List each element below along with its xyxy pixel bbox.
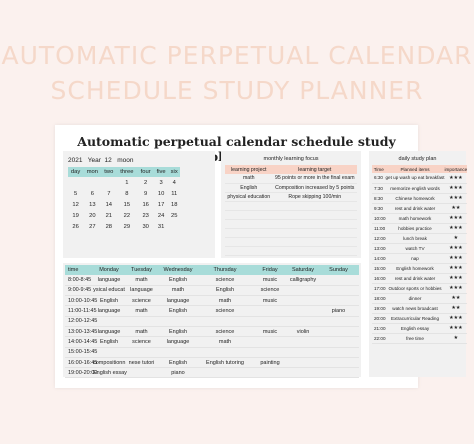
schedule-class-cell[interactable]: piano (158, 368, 198, 378)
schedule-class-cell[interactable]: science (252, 285, 288, 295)
schedule-class-cell[interactable]: painting (252, 357, 288, 367)
schedule-class-cell[interactable]: math (125, 275, 158, 285)
focus-row (225, 228, 357, 237)
daily-plan-row (372, 313, 467, 323)
year-label: Year (87, 157, 101, 164)
weekday-header: four (138, 167, 154, 177)
calendar-day-cell[interactable]: 3 (159, 179, 163, 186)
schedule-class-cell[interactable]: English (93, 296, 125, 306)
schedule-class-cell[interactable] (318, 285, 359, 295)
calendar-day-cell[interactable]: 12 (72, 201, 79, 208)
focus-row (225, 237, 357, 246)
schedule-class-cell[interactable] (198, 347, 252, 357)
daily-item-cell[interactable]: math homework (386, 213, 445, 223)
schedule-row (65, 306, 359, 316)
daily-item-cell[interactable]: rest and drink water (386, 203, 445, 213)
daily-item-cell[interactable]: English homework (386, 263, 445, 273)
calendar-day-cell[interactable]: 14 (105, 201, 113, 208)
daily-time-cell[interactable]: 7:30 (372, 183, 386, 193)
schedule-row (65, 275, 359, 285)
importance-stars[interactable]: ★★★ (445, 273, 468, 283)
daily-item-cell[interactable]: dinner (386, 293, 445, 303)
daily-item-cell[interactable]: English essay (386, 323, 445, 333)
schedule-class-cell[interactable]: calligraphy (288, 275, 318, 285)
calendar-day-cell[interactable]: 8 (125, 190, 129, 197)
calendar-day-cell[interactable]: 22 (123, 212, 131, 219)
calendar-grid (68, 167, 180, 232)
daily-plan-row (372, 283, 467, 293)
calendar-day-cell[interactable]: 9 (144, 190, 148, 197)
focus-row (225, 183, 357, 192)
schedule-col-header: Wednesday (158, 265, 198, 275)
schedule-time-cell: 19:00-20:00 (65, 368, 93, 378)
schedule-row (65, 368, 359, 378)
monthly-focus-panel (221, 151, 361, 258)
schedule-class-cell[interactable] (288, 296, 318, 306)
daily-item-cell[interactable]: memorize english words (386, 183, 445, 193)
calendar-week-row (68, 199, 180, 210)
daily-time-cell[interactable]: 16:00 (372, 273, 386, 283)
schedule-class-cell[interactable] (288, 368, 318, 378)
schedule-class-cell[interactable] (252, 306, 288, 316)
schedule-class-cell[interactable]: English (158, 306, 198, 316)
daily-time-cell[interactable]: 13:00 (372, 243, 386, 253)
calendar-day-cell[interactable] (101, 177, 116, 188)
calendar-week-row (68, 188, 180, 199)
schedule-row (65, 285, 359, 295)
schedule-class-cell[interactable]: compositionn (93, 357, 125, 367)
daily-plan-row (372, 323, 467, 333)
calendar-day-cell[interactable]: 20 (89, 212, 96, 219)
importance-stars[interactable]: ★★ (445, 203, 468, 213)
schedule-class-cell[interactable] (318, 347, 359, 357)
schedule-class-cell[interactable]: violin (288, 326, 318, 336)
hero-title-line-1: AUTOMATIC PERPETUAL CALENDAR (1, 41, 473, 70)
calendar-header (68, 157, 133, 164)
focus-project-cell[interactable] (225, 210, 273, 219)
calendar-day-cell[interactable]: 15 (123, 201, 131, 208)
calendar-day-cell[interactable]: 17 (157, 201, 165, 208)
focus-row (225, 192, 357, 201)
focus-project-cell[interactable] (225, 228, 273, 237)
daily-col-importance: importance (444, 166, 468, 172)
hero-title (0, 38, 474, 108)
calendar-week-row (68, 221, 180, 232)
calendar-day-cell[interactable]: 26 (72, 223, 79, 230)
calendar-day-cell[interactable]: 11 (171, 190, 178, 197)
focus-row (225, 174, 357, 183)
importance-stars[interactable]: ★★★ (445, 193, 468, 203)
focus-target-cell[interactable]: Composition increased by 5 points (273, 183, 357, 192)
importance-stars[interactable]: ★★ (445, 293, 468, 303)
schedule-class-cell[interactable] (252, 316, 288, 326)
calendar-day-cell[interactable]: 18 (170, 201, 178, 208)
calendar-day-cell[interactable]: 6 (90, 190, 94, 197)
schedule-class-cell[interactable] (288, 285, 318, 295)
hero-title-line-2: SCHEDULE STUDY PLANNER (50, 76, 424, 105)
daily-time-cell[interactable]: 14:00 (372, 253, 386, 263)
daily-plan-row (372, 333, 467, 343)
schedule-class-cell[interactable]: science (198, 326, 252, 336)
month-label: moon (117, 157, 134, 164)
calendar-day-cell[interactable]: 16 (142, 201, 149, 208)
focus-row (225, 219, 357, 228)
schedule-row (65, 296, 359, 306)
importance-stars[interactable]: ★★★ (445, 313, 468, 323)
schedule-class-cell[interactable] (318, 357, 359, 367)
schedule-class-cell[interactable] (198, 316, 252, 326)
weekly-schedule-table (65, 265, 359, 378)
schedule-class-cell[interactable]: math (198, 296, 252, 306)
daily-plan-row (372, 203, 467, 213)
importance-stars[interactable]: ★★★ (445, 283, 468, 293)
schedule-class-cell[interactable] (318, 368, 359, 378)
focus-project-cell[interactable]: physical education (225, 192, 273, 201)
daily-time-cell[interactable]: 21:00 (372, 323, 386, 333)
schedule-col-header: time (65, 265, 93, 275)
schedule-class-cell[interactable] (318, 275, 359, 285)
daily-item-cell[interactable]: get up wash up eat breakfast (386, 173, 445, 183)
calendar-day-cell[interactable] (83, 177, 101, 188)
schedule-time-cell: 12:00-12:45 (65, 316, 93, 326)
daily-plan-row (372, 263, 467, 273)
schedule-row (65, 357, 359, 367)
schedule-class-cell[interactable]: English (198, 285, 252, 295)
weekday-header: six (168, 167, 180, 177)
daily-time-cell[interactable]: 8:30 (372, 193, 386, 203)
importance-stars[interactable]: ★★★ (445, 213, 468, 223)
schedule-class-cell[interactable]: language (93, 275, 125, 285)
daily-plan-row (372, 173, 467, 183)
weekday-header: mon (83, 167, 101, 177)
schedule-class-cell[interactable] (288, 316, 318, 326)
focus-target-cell[interactable]: 95 points or more in the final exam (273, 174, 357, 183)
daily-col-items: Planned items (386, 165, 445, 173)
schedule-class-cell[interactable] (158, 316, 198, 326)
schedule-class-cell[interactable] (318, 316, 359, 326)
schedule-class-cell[interactable]: English (93, 337, 125, 347)
schedule-class-cell[interactable]: English (158, 326, 198, 336)
schedule-class-cell[interactable]: math (198, 337, 252, 347)
schedule-class-cell[interactable]: language (125, 285, 158, 295)
schedule-class-cell[interactable] (252, 337, 288, 347)
daily-time-cell[interactable]: 12:00 (372, 233, 386, 243)
schedule-class-cell[interactable]: science (125, 296, 158, 306)
calendar-week-row (68, 210, 180, 221)
schedule-class-cell[interactable]: science (198, 306, 252, 316)
calendar-day-cell[interactable]: 25 (170, 212, 178, 219)
focus-project-cell[interactable]: math (225, 174, 273, 183)
focus-target-cell[interactable]: Rope skipping 100/min (273, 192, 357, 201)
schedule-class-cell[interactable]: English essay (93, 368, 125, 378)
monthly-focus-heading: monthly learning focus (263, 156, 319, 162)
schedule-row (65, 326, 359, 336)
schedule-class-cell[interactable]: English (158, 357, 198, 367)
calendar-day-cell[interactable]: 24 (157, 212, 165, 219)
daily-item-cell[interactable]: Extracurricular Reading (386, 313, 445, 323)
daily-time-cell[interactable]: 9:30 (372, 203, 386, 213)
daily-time-cell[interactable]: 11:00 (372, 223, 386, 233)
focus-row (225, 210, 357, 219)
importance-stars[interactable]: ★★★ (445, 253, 468, 263)
daily-plan-panel (369, 151, 466, 377)
weekday-header: day (68, 167, 83, 177)
schedule-time-cell: 14:00-14:45 (65, 337, 93, 347)
schedule-class-cell[interactable] (318, 296, 359, 306)
focus-project-cell[interactable] (225, 246, 273, 255)
importance-stars[interactable]: ★★★ (445, 263, 468, 273)
focus-target-cell[interactable] (273, 219, 357, 228)
focus-project-cell[interactable] (225, 201, 273, 210)
year-value[interactable]: 2021 (68, 157, 83, 164)
monthly-focus-table (225, 165, 357, 256)
focus-row (225, 246, 357, 255)
daily-item-cell[interactable]: Chinese homework (386, 193, 445, 203)
schedule-class-cell[interactable] (125, 368, 158, 378)
daily-item-cell[interactable]: Outdoor sports or hobbies (386, 283, 445, 293)
focus-project-cell[interactable]: English (225, 183, 273, 192)
schedule-class-cell[interactable]: math (125, 306, 158, 316)
schedule-class-cell[interactable]: language (93, 326, 125, 336)
calendar-panel (63, 151, 215, 258)
daily-plan-row (372, 273, 467, 283)
calendar-day-cell[interactable]: 21 (105, 212, 113, 219)
schedule-col-header: Monday (93, 265, 125, 275)
importance-stars[interactable]: ★ (445, 333, 468, 343)
importance-stars[interactable]: ★ (445, 233, 468, 243)
month-value[interactable]: 12 (104, 157, 112, 164)
schedule-class-cell[interactable] (198, 368, 252, 378)
schedule-class-cell[interactable]: math (125, 326, 158, 336)
focus-target-cell[interactable] (273, 237, 357, 246)
importance-stars[interactable]: ★★★ (445, 173, 468, 183)
daily-plan-row (372, 233, 467, 243)
schedule-class-cell[interactable]: English (158, 275, 198, 285)
daily-item-cell[interactable]: watch TV (386, 243, 445, 253)
daily-plan-row (372, 193, 467, 203)
schedule-class-cell[interactable]: music (252, 326, 288, 336)
schedule-class-cell[interactable]: language (158, 337, 198, 347)
daily-item-cell[interactable]: hobbies practice (386, 223, 445, 233)
calendar-week-row (68, 177, 180, 188)
daily-time-cell[interactable]: 15:00 (372, 263, 386, 273)
calendar-day-cell[interactable]: 29 (123, 223, 131, 230)
schedule-col-header: Sunday (318, 265, 359, 275)
schedule-time-cell: 9:00-9:45 (65, 285, 93, 295)
schedule-class-cell[interactable]: language (93, 306, 125, 316)
schedule-class-cell[interactable]: music (252, 296, 288, 306)
calendar-day-cell[interactable]: 1 (125, 179, 129, 186)
schedule-class-cell[interactable]: science (198, 275, 252, 285)
schedule-class-cell[interactable] (288, 306, 318, 316)
schedule-class-cell[interactable]: piano (318, 306, 359, 316)
daily-time-cell[interactable]: 19:00 (372, 303, 386, 313)
calendar-day-cell[interactable]: 5 (73, 190, 78, 197)
calendar-day-cell[interactable]: 7 (107, 190, 111, 197)
schedule-col-header: Thursday (198, 265, 252, 275)
schedule-class-cell[interactable] (158, 347, 198, 357)
schedule-time-cell: 11:00-11:45 (65, 306, 93, 316)
daily-col-time: Time (373, 166, 384, 172)
daily-item-cell[interactable]: free time (386, 333, 445, 343)
schedule-class-cell[interactable] (288, 357, 318, 367)
calendar-day-cell[interactable]: 2 (144, 179, 148, 186)
daily-plan-row (372, 213, 467, 223)
calendar-day-cell[interactable] (68, 177, 83, 188)
calendar-day-cell[interactable] (168, 221, 180, 232)
daily-item-cell[interactable]: lunch break (386, 233, 445, 243)
schedule-class-cell[interactable]: science (125, 337, 158, 347)
daily-plan-heading: daily study plan (398, 156, 437, 162)
schedule-class-cell[interactable] (318, 337, 359, 347)
focus-target-cell[interactable] (273, 246, 357, 255)
schedule-class-cell[interactable]: ysical educat (93, 285, 125, 295)
schedule-time-cell: 16:00-16:45 (65, 357, 93, 367)
calendar-day-cell[interactable]: 4 (172, 179, 176, 186)
schedule-class-cell[interactable] (125, 316, 158, 326)
calendar-day-cell[interactable]: 10 (157, 190, 165, 197)
schedule-class-cell[interactable]: nese tutori (125, 357, 158, 367)
calendar-day-cell[interactable]: 13 (89, 201, 96, 208)
focus-row (225, 201, 357, 210)
weekday-header: five (154, 167, 169, 177)
focus-target-cell[interactable] (273, 228, 357, 237)
calendar-day-cell[interactable]: 23 (142, 212, 149, 219)
schedule-row (65, 337, 359, 347)
importance-stars[interactable]: ★★★ (445, 183, 468, 193)
schedule-time-cell: 13:00-13:45 (65, 326, 93, 336)
schedule-class-cell[interactable] (252, 368, 288, 378)
calendar-day-cell[interactable]: 19 (72, 212, 79, 219)
importance-stars[interactable]: ★★★ (445, 323, 468, 333)
focus-col-target: learning target (273, 165, 357, 174)
daily-time-cell[interactable]: 17:00 (372, 283, 386, 293)
daily-plan-table (372, 165, 467, 344)
calendar-day-cell[interactable]: 27 (89, 223, 96, 230)
schedule-time-cell: 10:00-10:45 (65, 296, 93, 306)
focus-target-cell[interactable] (273, 210, 357, 219)
daily-plan-row (372, 253, 467, 263)
schedule-class-cell[interactable] (125, 347, 158, 357)
planner-sheet (55, 125, 468, 388)
focus-col-project: learning project (225, 165, 273, 174)
daily-time-cell[interactable]: 6:30 (372, 173, 386, 183)
calendar-day-cell[interactable]: 31 (157, 223, 165, 230)
schedule-class-cell[interactable] (288, 337, 318, 347)
sheet-title: Automatic perpetual calendar schedule study (77, 134, 396, 149)
importance-stars[interactable]: ★★ (445, 303, 468, 313)
daily-time-cell[interactable]: 18:00 (372, 293, 386, 303)
schedule-class-cell[interactable] (93, 316, 125, 326)
schedule-col-header: Tuesday (125, 265, 158, 275)
focus-target-cell[interactable] (273, 201, 357, 210)
schedule-time-cell: 15:00-15:45 (65, 347, 93, 357)
schedule-col-header: Friday (252, 265, 288, 275)
daily-item-cell[interactable]: rest and drink water (386, 273, 445, 283)
daily-time-cell[interactable]: 10:00 (372, 213, 386, 223)
schedule-class-cell[interactable]: English tutoring (198, 357, 252, 367)
daily-time-cell[interactable]: 20:00 (372, 313, 386, 323)
daily-item-cell[interactable]: watch news broadcast (386, 303, 445, 313)
focus-project-cell[interactable] (225, 219, 273, 228)
weekday-header: three (116, 167, 137, 177)
daily-plan-row (372, 303, 467, 313)
weekly-schedule-panel (63, 263, 361, 377)
daily-plan-row (372, 243, 467, 253)
importance-stars[interactable]: ★★★ (445, 243, 468, 253)
schedule-class-cell[interactable] (93, 347, 125, 357)
schedule-class-cell[interactable]: math (158, 285, 198, 295)
daily-plan-row (372, 293, 467, 303)
daily-plan-row (372, 223, 467, 233)
focus-project-cell[interactable] (225, 237, 273, 246)
calendar-day-cell[interactable]: 30 (142, 223, 149, 230)
daily-time-cell[interactable]: 22:00 (372, 333, 386, 343)
weekday-header: two (101, 167, 116, 177)
schedule-col-header: Saturday (288, 265, 318, 275)
schedule-class-cell[interactable] (318, 326, 359, 336)
schedule-class-cell[interactable]: language (158, 296, 198, 306)
schedule-time-cell: 8:00-8:45 (65, 275, 93, 285)
schedule-class-cell[interactable]: music (252, 275, 288, 285)
schedule-row (65, 347, 359, 357)
importance-stars[interactable]: ★★★ (445, 223, 468, 233)
schedule-row (65, 316, 359, 326)
schedule-class-cell[interactable] (252, 347, 288, 357)
schedule-class-cell[interactable] (288, 347, 318, 357)
calendar-day-cell[interactable]: 28 (105, 223, 113, 230)
daily-item-cell[interactable]: nap (386, 253, 445, 263)
daily-plan-row (372, 183, 467, 193)
